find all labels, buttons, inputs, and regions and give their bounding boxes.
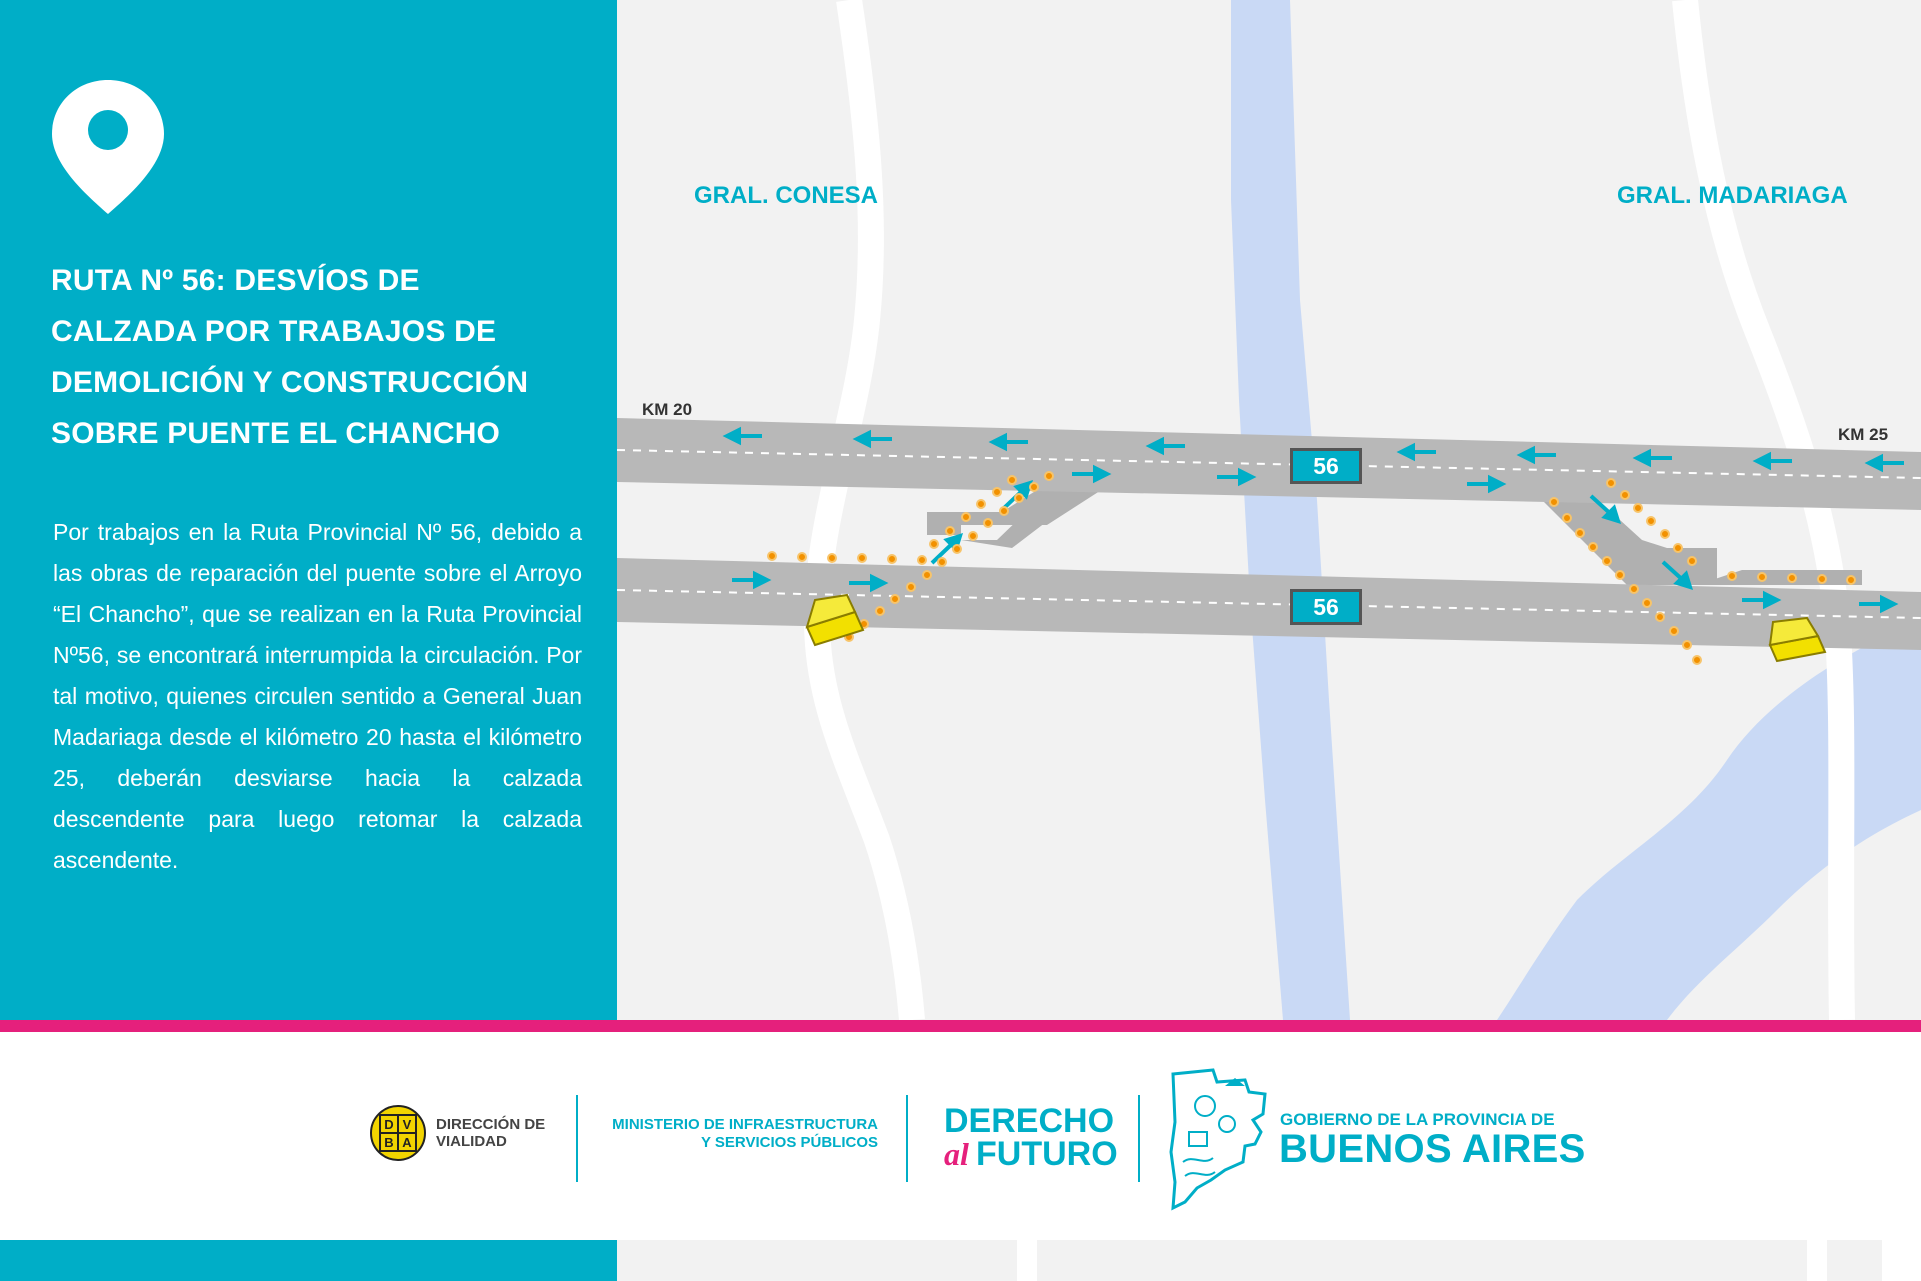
title-line: RUTA Nº 56: DESVÍOS DE — [51, 264, 420, 297]
secondary-road-left — [817, 0, 912, 1020]
derecho-al-futuro-bottom: FUTURO — [976, 1135, 1118, 1173]
bottom-strip-right — [617, 1240, 1921, 1281]
km-label-end: KM 25 — [1838, 425, 1889, 444]
description-text: Por trabajos en la Ruta Provincial Nº 56, debido a las obras de reparación del puente sobre el Arroyo “El Chancho”, que se realizan en la Ruta Provincial Nº56, se encontrará interrumpida la circulación. Por tal motivo, quienes circulen sentido a General Juan Madariaga desde el kilómetro 20 hasta el kilómetro 25, deberán desviarse hacia la calzada descendente para luego retomar la calzada ascendente. — [53, 519, 582, 873]
ministry-line-2: Y SERVICIOS PÚBLICOS — [701, 1134, 878, 1151]
info-panel — [0, 0, 617, 1020]
page-title — [51, 255, 571, 459]
footer-divider — [1138, 1095, 1140, 1182]
dvba-letter: D — [384, 1117, 394, 1132]
place-label-left: GRAL. CONESA — [694, 182, 879, 209]
title-line: DEMOLICIÓN Y CONSTRUCCIÓN — [51, 366, 529, 399]
route-shield-lower: 56 — [1290, 589, 1362, 625]
title-line: SOBRE PUENTE EL CHANCHO — [51, 417, 501, 450]
province-small-text: GOBIERNO DE LA PROVINCIA DE — [1280, 1110, 1555, 1129]
route-shield-upper: 56 — [1290, 448, 1362, 484]
divider-bar — [0, 1020, 1921, 1032]
detour-map — [617, 0, 1921, 1020]
title-line: CALZADA POR TRABAJOS DE — [51, 315, 497, 348]
place-label-right: GRAL. MADARIAGA — [1617, 182, 1848, 209]
km-label-start: KM 20 — [642, 400, 693, 419]
bottom-strip-left — [0, 1240, 617, 1281]
dvba-letter: B — [384, 1135, 394, 1150]
province-big-text: BUENOS AIRES — [1279, 1127, 1586, 1171]
dvba-line-2: VIALIDAD — [436, 1133, 507, 1150]
river-bend — [1497, 620, 1921, 1020]
dvba-letter: V — [402, 1117, 412, 1132]
ministry-logo-text — [560, 1116, 878, 1152]
dvba-letter: A — [402, 1135, 412, 1150]
bottom-map-continuation — [617, 1240, 1921, 1281]
river — [1231, 0, 1350, 1020]
footer-divider — [906, 1095, 908, 1182]
derecho-al-futuro-al: al — [944, 1136, 969, 1172]
dvba-line-1: DIRECCIÓN DE — [436, 1116, 546, 1133]
location-pin-icon — [50, 78, 166, 216]
province-map-emblem-icon — [1165, 1062, 1271, 1212]
dvba-logo-icon — [370, 1105, 426, 1161]
ministry-line-1: MINISTERIO DE INFRAESTRUCTURA — [612, 1116, 878, 1133]
map-drawing — [617, 0, 1921, 1020]
derecho-al-futuro-top: DERECHO — [944, 1102, 1115, 1140]
